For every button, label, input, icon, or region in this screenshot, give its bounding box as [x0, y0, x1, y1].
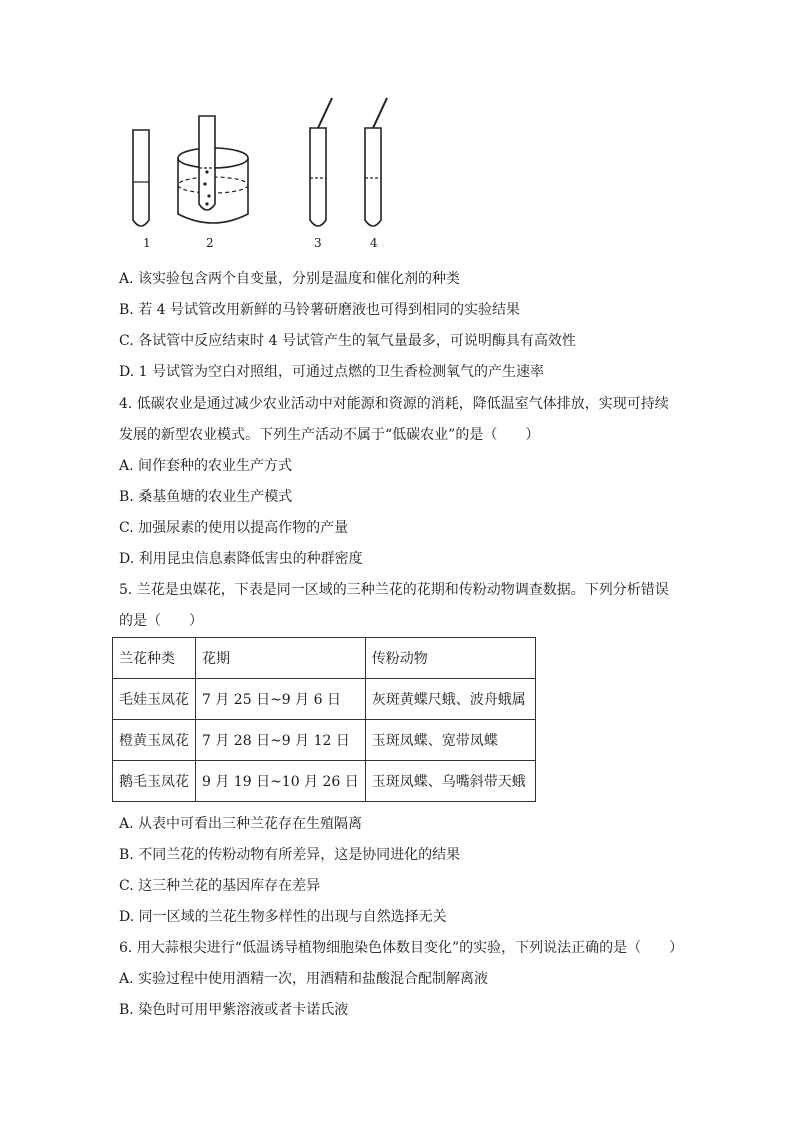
- dropper-3: [318, 98, 332, 128]
- test-tube-3: [310, 128, 326, 226]
- q6-option-a: A. 实验过程中使用酒精一次，用酒精和盐酸混合配制解离液: [119, 971, 489, 987]
- tube-label-4: 4: [370, 236, 378, 250]
- q4-option-b: B. 桑基鱼塘的农业生产模式: [119, 489, 293, 505]
- table-cell: 玉斑凤蝶、乌嘴斜带天蛾: [365, 761, 535, 802]
- q3-option-a: A. 该实验包含两个自变量，分别是温度和催化剂的种类: [119, 271, 461, 287]
- orchid-survey-table: [112, 637, 536, 802]
- tube-label-2: 2: [206, 236, 214, 250]
- test-tube-figure: [119, 92, 409, 257]
- q6-stem: 6. 用大蒜根尖进行“低温诱导植物细胞染色体数目变化”的实验，下列说法正确的是（ ）: [119, 940, 684, 956]
- table-header-row: [113, 638, 536, 679]
- test-tube-4: [365, 128, 381, 226]
- tube-label-1: 1: [143, 236, 151, 250]
- q4-stem-line2: 发展的新型农业模式。下列生产活动不属于“低碳农业”的是（ ）: [119, 427, 540, 443]
- dropper-4: [373, 98, 387, 128]
- q5-stem-line2: 的是（ ）: [119, 613, 203, 629]
- table-cell: 7 月 25 日~9 月 6 日: [196, 679, 366, 720]
- q5-option-d: D. 同一区域的兰花生物多样性的出现与自然选择无关: [119, 909, 447, 925]
- q4-option-d: D. 利用昆虫信息素降低害虫的种群密度: [119, 551, 363, 567]
- table-cell: 鹅毛玉凤花: [113, 761, 196, 802]
- table-cell: 7 月 28 日~9 月 12 日: [196, 720, 366, 761]
- test-tube-2: [199, 116, 215, 210]
- q3-option-b: B. 若 4 号试管改用新鲜的马铃薯研磨液也可得到相同的实验结果: [119, 302, 520, 318]
- table-header-cell: 传粉动物: [365, 638, 535, 679]
- table-header-cell: 兰花种类: [113, 638, 196, 679]
- table-row: [113, 679, 536, 720]
- table-cell: 橙黄玉凤花: [113, 720, 196, 761]
- tube-label-3: 3: [314, 236, 322, 250]
- q5-stem-line1: 5. 兰花是虫媒花，下表是同一区域的三种兰花的花期和传粉动物调查数据。下列分析错误: [119, 582, 669, 598]
- table-header-cell: 花期: [196, 638, 366, 679]
- table-row: [113, 720, 536, 761]
- table-cell: 灰斑黄蝶尺蛾、波舟蛾属: [365, 679, 535, 720]
- q5-option-a: A. 从表中可看出三种兰花存在生殖隔离: [119, 816, 363, 832]
- table-cell: 毛娃玉凤花: [113, 679, 196, 720]
- q5-option-c: C. 这三种兰花的基因库存在差异: [119, 878, 321, 894]
- q4-option-c: C. 加强尿素的使用以提高作物的产量: [119, 520, 349, 536]
- q4-option-a: A. 间作套种的农业生产方式: [119, 458, 293, 474]
- table-cell: 玉斑凤蝶、宽带凤蝶: [365, 720, 535, 761]
- q3-option-c: C. 各试管中反应结束时 4 号试管产生的氧气量最多，可说明酶具有高效性: [119, 333, 576, 349]
- q3-option-d: D. 1 号试管为空白对照组，可通过点燃的卫生香检测氧气的产生速率: [119, 364, 544, 380]
- table-row: [113, 761, 536, 802]
- q5-option-b: B. 不同兰花的传粉动物有所差异，这是协同进化的结果: [119, 847, 461, 863]
- q6-option-b: B. 染色时可用甲紫溶液或者卡诺氏液: [119, 1002, 349, 1018]
- q4-stem-line1: 4. 低碳农业是通过减少农业活动中对能源和资源的消耗，降低温室气体排放，实现可持续: [119, 396, 669, 412]
- table-cell: 9 月 19 日~10 月 26 日: [196, 761, 366, 802]
- test-tube-1: [133, 130, 149, 226]
